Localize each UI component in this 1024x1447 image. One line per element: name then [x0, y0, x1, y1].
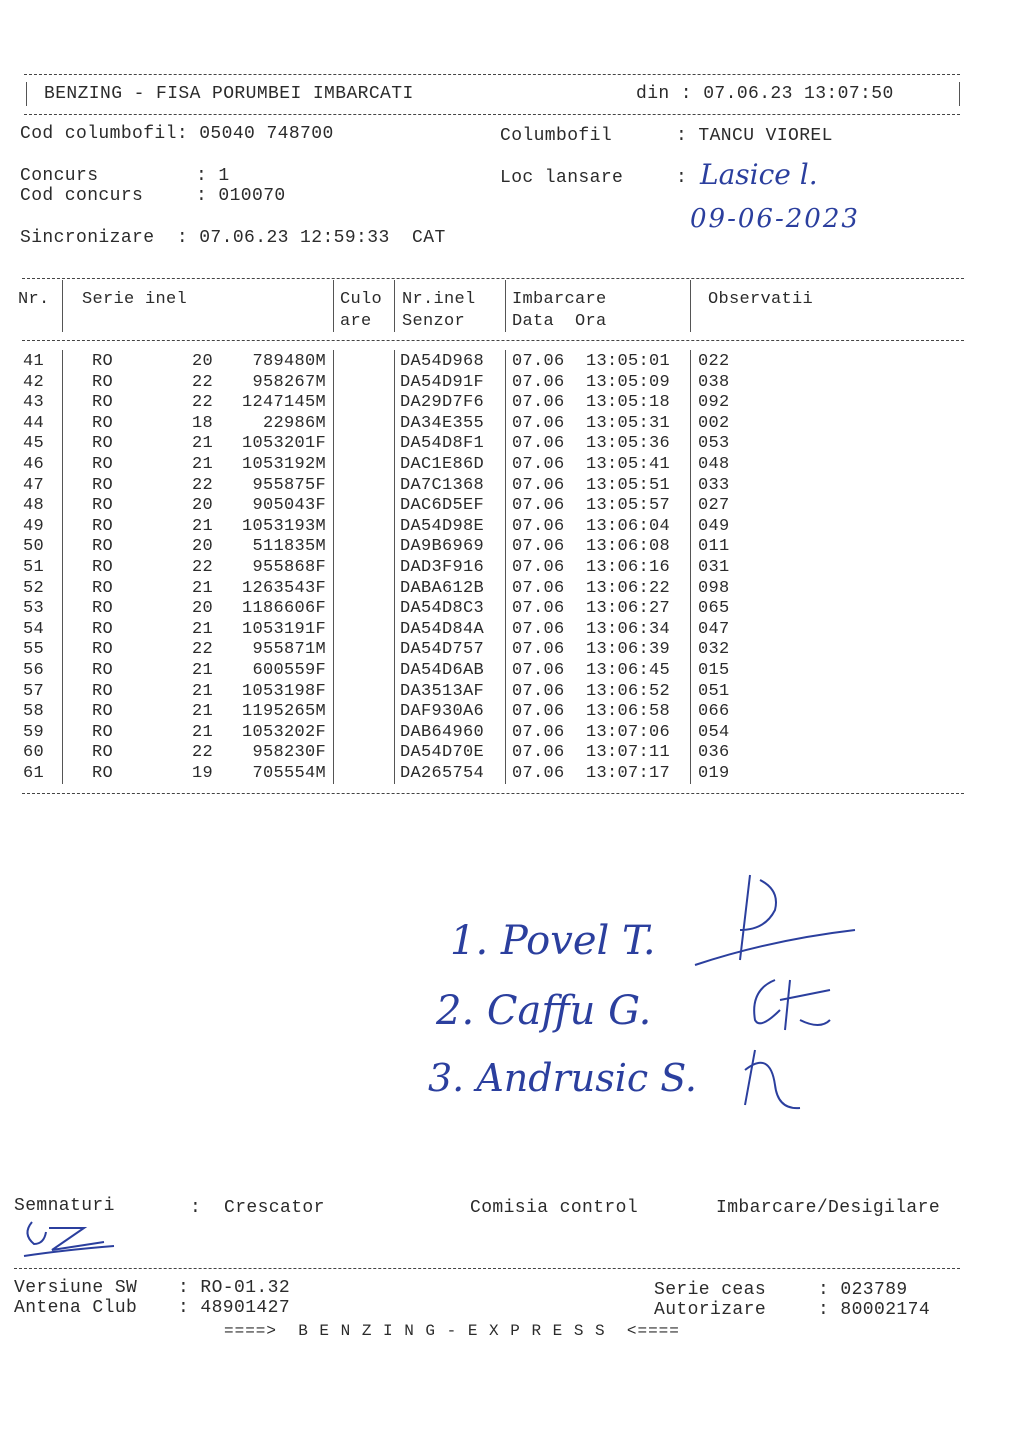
row-nr: 56 — [22, 661, 44, 680]
row-ring: 958267M — [252, 373, 326, 392]
row-country: RO — [92, 352, 114, 371]
row-time: 13:05:41 — [586, 455, 671, 474]
row-observatii: 048 — [698, 455, 730, 474]
row-nr: 47 — [22, 476, 44, 495]
columbofil-value: : TANCU VIOREL — [676, 126, 833, 146]
row-date: 07.06 — [512, 434, 565, 453]
row-year: 21 — [192, 620, 214, 639]
row-senzor: DA29D7F6 — [400, 393, 485, 412]
row-observatii: 027 — [698, 496, 730, 515]
row-country: RO — [92, 414, 114, 433]
handwritten-line-3: 3. Andrusic S. — [428, 1056, 697, 1100]
row-nr: 42 — [22, 373, 44, 392]
row-senzor: DA54D968 — [400, 352, 485, 371]
row-ring: 905043F — [252, 496, 326, 515]
row-observatii: 019 — [698, 764, 730, 783]
row-time: 13:05:09 — [586, 373, 671, 392]
antena-value: : 48901427 — [178, 1298, 291, 1318]
header-serie: Serie inel — [82, 290, 188, 309]
row-observatii: 036 — [698, 743, 730, 762]
antena-label: Antena Club — [14, 1298, 138, 1318]
row-year: 19 — [192, 764, 214, 783]
row-time: 13:06:45 — [586, 661, 671, 680]
row-ring: 600559F — [252, 661, 326, 680]
row-country: RO — [92, 496, 114, 515]
row-observatii: 047 — [698, 620, 730, 639]
row-date: 07.06 — [512, 682, 565, 701]
row-senzor: DAC1E86D — [400, 455, 485, 474]
row-country: RO — [92, 393, 114, 412]
header-nrinel-2: Senzor — [402, 312, 466, 331]
row-year: 22 — [192, 558, 214, 577]
row-year: 20 — [192, 599, 214, 618]
row-senzor: DA54D98E — [400, 517, 485, 536]
row-date: 07.06 — [512, 455, 565, 474]
header-right-border — [959, 82, 960, 106]
row-country: RO — [92, 579, 114, 598]
row-date: 07.06 — [512, 764, 565, 783]
row-date: 07.06 — [512, 640, 565, 659]
row-observatii: 033 — [698, 476, 730, 495]
row-nr: 51 — [22, 558, 44, 577]
row-senzor: DA54D91F — [400, 373, 485, 392]
document-date: din : 07.06.23 13:07:50 — [636, 84, 894, 104]
row-nr: 46 — [22, 455, 44, 474]
row-time: 13:07:06 — [586, 723, 671, 742]
row-nr: 60 — [22, 743, 44, 762]
row-date: 07.06 — [512, 558, 565, 577]
row-date: 07.06 — [512, 496, 565, 515]
row-nr: 49 — [22, 517, 44, 536]
row-observatii: 032 — [698, 640, 730, 659]
row-year: 22 — [192, 393, 214, 412]
row-ring: 1053192M — [241, 455, 326, 474]
row-country: RO — [92, 723, 114, 742]
crescator-label: Crescator — [224, 1198, 325, 1218]
row-time: 13:06:34 — [586, 620, 671, 639]
row-time: 13:06:22 — [586, 579, 671, 598]
columbofil-label: Columbofil — [500, 126, 613, 146]
row-country: RO — [92, 373, 114, 392]
row-senzor: DA265754 — [400, 764, 485, 783]
header-culoare-2: are — [340, 312, 372, 331]
sincronizare: Sincronizare : 07.06.23 12:59:33 CAT — [20, 228, 446, 248]
table-header-rule — [22, 340, 964, 341]
row-ring: 1195265M — [241, 702, 326, 721]
row-nr: 41 — [22, 352, 44, 371]
row-year: 21 — [192, 682, 214, 701]
header-culoare-1: Culo — [340, 290, 383, 309]
col-divider-2 — [333, 280, 334, 332]
row-date: 07.06 — [512, 579, 565, 598]
concurs-label: Concurs — [20, 166, 99, 186]
row-year: 21 — [192, 579, 214, 598]
row-time: 13:06:27 — [586, 599, 671, 618]
cod-concurs-label: Cod concurs — [20, 186, 144, 206]
row-senzor: DA3513AF — [400, 682, 485, 701]
row-ring: 1053193M — [241, 517, 326, 536]
row-country: RO — [92, 517, 114, 536]
row-senzor: DA34E355 — [400, 414, 485, 433]
comisia-label: Comisia control — [470, 1198, 639, 1218]
col-divider-3 — [394, 280, 395, 332]
row-nr: 52 — [22, 579, 44, 598]
row-year: 18 — [192, 414, 214, 433]
header-imbarcare-1: Imbarcare — [512, 290, 607, 309]
row-observatii: 054 — [698, 723, 730, 742]
row-ring: 955871M — [252, 640, 326, 659]
row-country: RO — [92, 558, 114, 577]
row-observatii: 011 — [698, 537, 730, 556]
row-time: 13:06:16 — [586, 558, 671, 577]
header-nrinel-1: Nr.inel — [402, 290, 476, 309]
versiune-label: Versiune SW — [14, 1278, 138, 1298]
row-year: 20 — [192, 537, 214, 556]
row-year: 21 — [192, 661, 214, 680]
row-country: RO — [92, 476, 114, 495]
row-year: 22 — [192, 640, 214, 659]
row-country: RO — [92, 455, 114, 474]
cod-concurs-value: : 010070 — [196, 186, 286, 206]
row-date: 07.06 — [512, 517, 565, 536]
versiune-value: : RO-01.32 — [178, 1278, 291, 1298]
row-year: 20 — [192, 352, 214, 371]
row-nr: 50 — [22, 537, 44, 556]
cod-columbofil: Cod columbofil: 05040 748700 — [20, 124, 334, 144]
table-bottom-rule — [22, 793, 964, 794]
row-observatii: 053 — [698, 434, 730, 453]
loc-lansare-label: Loc lansare — [500, 168, 624, 188]
row-time: 13:05:31 — [586, 414, 671, 433]
row-nr: 44 — [22, 414, 44, 433]
row-senzor: DA54D84A — [400, 620, 485, 639]
row-ring: 1053202F — [241, 723, 326, 742]
body-divider-1 — [62, 350, 63, 784]
row-nr: 58 — [22, 702, 44, 721]
row-nr: 45 — [22, 434, 44, 453]
row-time: 13:06:52 — [586, 682, 671, 701]
row-date: 07.06 — [512, 702, 565, 721]
row-ring: 958230F — [252, 743, 326, 762]
row-country: RO — [92, 661, 114, 680]
row-senzor: DA54D8C3 — [400, 599, 485, 618]
row-year: 21 — [192, 702, 214, 721]
row-date: 07.06 — [512, 661, 565, 680]
header-nr: Nr. — [18, 290, 50, 309]
brand-line: ====> B E N Z I N G - E X P R E S S <==== — [224, 1322, 680, 1340]
loc-lansare-colon: : — [676, 168, 688, 188]
row-senzor: DA54D70E — [400, 743, 485, 762]
row-ring: 1053191F — [241, 620, 326, 639]
row-country: RO — [92, 434, 114, 453]
col-divider-1 — [62, 280, 63, 332]
row-year: 22 — [192, 476, 214, 495]
row-date: 07.06 — [512, 393, 565, 412]
row-ring: 705554M — [252, 764, 326, 783]
row-date: 07.06 — [512, 620, 565, 639]
row-ring: 955868F — [252, 558, 326, 577]
row-time: 13:07:17 — [586, 764, 671, 783]
concurs-value: : 1 — [196, 166, 230, 186]
row-ring: 511835M — [252, 537, 326, 556]
row-ring: 1053198F — [241, 682, 326, 701]
serie-ceas-value: : 023789 — [818, 1280, 908, 1300]
row-time: 13:06:04 — [586, 517, 671, 536]
row-year: 21 — [192, 434, 214, 453]
row-nr: 48 — [22, 496, 44, 515]
row-date: 07.06 — [512, 599, 565, 618]
col-divider-5 — [690, 280, 691, 332]
row-time: 13:06:58 — [586, 702, 671, 721]
row-year: 22 — [192, 743, 214, 762]
row-year: 20 — [192, 496, 214, 515]
row-country: RO — [92, 620, 114, 639]
row-observatii: 002 — [698, 414, 730, 433]
body-divider-4 — [505, 350, 506, 784]
imbarcare-label: Imbarcare/Desigilare — [716, 1198, 941, 1218]
table-top-rule — [22, 278, 964, 279]
handwritten-line-2: 2. Caffu G. — [436, 988, 652, 1034]
row-senzor: DA9B6969 — [400, 537, 485, 556]
row-observatii: 038 — [698, 373, 730, 392]
row-observatii: 065 — [698, 599, 730, 618]
col-divider-4 — [505, 280, 506, 332]
header-observatii: Observatii — [708, 290, 814, 309]
row-observatii: 049 — [698, 517, 730, 536]
row-time: 13:05:18 — [586, 393, 671, 412]
row-observatii: 051 — [698, 682, 730, 701]
row-country: RO — [92, 743, 114, 762]
signature-scribbles — [680, 870, 880, 1120]
row-date: 07.06 — [512, 373, 565, 392]
header-top-rule — [24, 74, 960, 75]
row-senzor: DA54D6AB — [400, 661, 485, 680]
row-ring: 1053201F — [241, 434, 326, 453]
body-divider-3 — [394, 350, 395, 784]
row-ring: 1247145M — [241, 393, 326, 412]
row-senzor: DABA612B — [400, 579, 485, 598]
row-senzor: DAB64960 — [400, 723, 485, 742]
row-year: 21 — [192, 723, 214, 742]
row-observatii: 015 — [698, 661, 730, 680]
row-year: 21 — [192, 517, 214, 536]
row-country: RO — [92, 764, 114, 783]
header-imbarcare-2: Data Ora — [512, 312, 607, 331]
row-time: 13:06:39 — [586, 640, 671, 659]
row-nr: 57 — [22, 682, 44, 701]
row-ring: 1263543F — [241, 579, 326, 598]
body-divider-5 — [690, 350, 691, 784]
row-senzor: DA54D8F1 — [400, 434, 485, 453]
row-country: RO — [92, 640, 114, 659]
row-country: RO — [92, 702, 114, 721]
row-date: 07.06 — [512, 476, 565, 495]
row-senzor: DAD3F916 — [400, 558, 485, 577]
row-observatii: 022 — [698, 352, 730, 371]
row-time: 13:06:08 — [586, 537, 671, 556]
row-time: 13:05:36 — [586, 434, 671, 453]
row-observatii: 098 — [698, 579, 730, 598]
serie-ceas-label: Serie ceas — [654, 1280, 767, 1300]
semnaturi-colon: : — [190, 1198, 202, 1218]
body-divider-2 — [333, 350, 334, 784]
row-senzor: DA7C1368 — [400, 476, 485, 495]
row-nr: 59 — [22, 723, 44, 742]
row-ring: 1186606F — [241, 599, 326, 618]
row-country: RO — [92, 682, 114, 701]
crescator-signature — [14, 1214, 124, 1264]
row-country: RO — [92, 599, 114, 618]
row-country: RO — [92, 537, 114, 556]
row-year: 21 — [192, 455, 214, 474]
row-time: 13:05:01 — [586, 352, 671, 371]
row-date: 07.06 — [512, 414, 565, 433]
row-senzor: DA54D757 — [400, 640, 485, 659]
row-observatii: 066 — [698, 702, 730, 721]
release-date-handwritten: 09-06-2023 — [690, 204, 860, 234]
loc-lansare-handwritten: Lasice l. — [700, 158, 818, 191]
row-nr: 43 — [22, 393, 44, 412]
row-time: 13:07:11 — [586, 743, 671, 762]
row-time: 13:05:57 — [586, 496, 671, 515]
handwritten-line-1: 1. Povel T. — [450, 918, 656, 964]
row-date: 07.06 — [512, 743, 565, 762]
row-ring: 955875F — [252, 476, 326, 495]
row-date: 07.06 — [512, 352, 565, 371]
footer-rule — [14, 1268, 960, 1269]
row-observatii: 031 — [698, 558, 730, 577]
row-ring: 789480M — [252, 352, 326, 371]
header-bottom-rule — [24, 114, 960, 115]
row-senzor: DAC6D5EF — [400, 496, 485, 515]
row-senzor: DAF930A6 — [400, 702, 485, 721]
row-year: 22 — [192, 373, 214, 392]
row-ring: 22986M — [262, 414, 326, 433]
row-observatii: 092 — [698, 393, 730, 412]
autorizare-label: Autorizare — [654, 1300, 767, 1320]
row-nr: 55 — [22, 640, 44, 659]
row-time: 13:05:51 — [586, 476, 671, 495]
row-date: 07.06 — [512, 537, 565, 556]
row-date: 07.06 — [512, 723, 565, 742]
document-title: BENZING - FISA PORUMBEI IMBARCATI — [44, 84, 414, 104]
semnaturi-label: Semnaturi — [14, 1196, 115, 1216]
row-nr: 54 — [22, 620, 44, 639]
row-nr: 61 — [22, 764, 44, 783]
autorizare-value: : 80002174 — [818, 1300, 931, 1320]
header-left-border — [26, 82, 27, 106]
row-nr: 53 — [22, 599, 44, 618]
